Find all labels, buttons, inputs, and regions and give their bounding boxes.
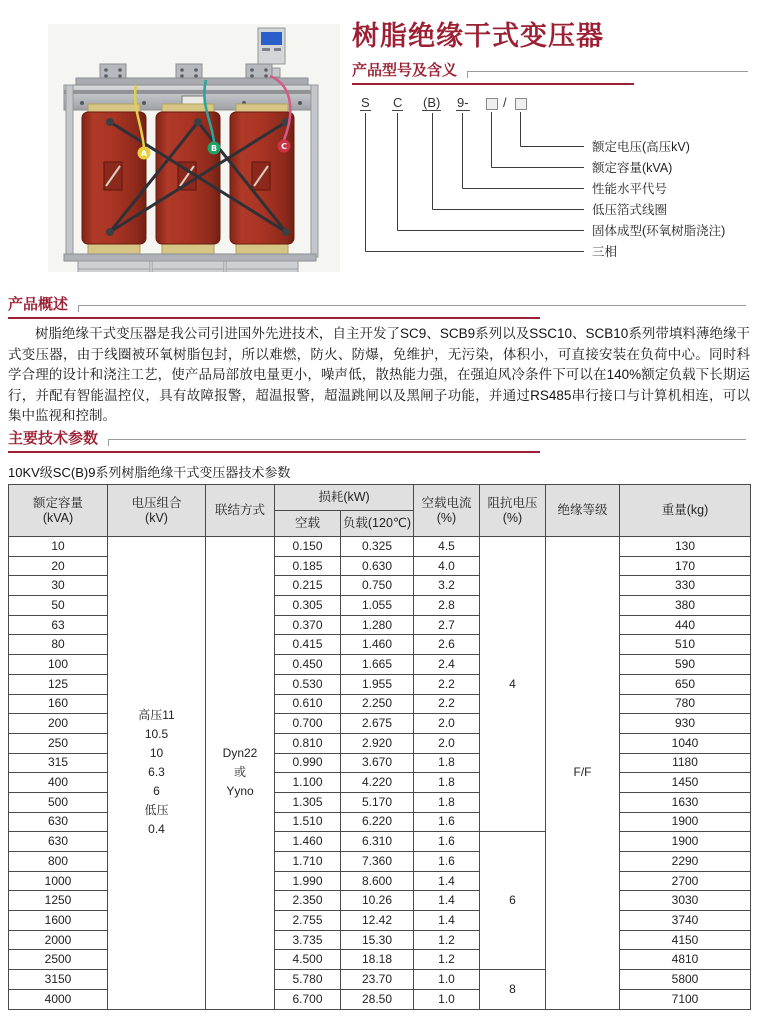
table-row xyxy=(9,537,751,557)
cell-capacity: 1600 xyxy=(9,911,108,931)
section-title: 产品型号及含义 xyxy=(352,62,458,79)
cell-weight: 930 xyxy=(620,714,751,734)
col-loss: 损耗(kW) xyxy=(275,485,414,511)
cell-capacity: 63 xyxy=(9,615,108,635)
model-diagram xyxy=(352,96,758,268)
cell-no-load-current: 2.0 xyxy=(414,733,480,753)
table-header xyxy=(9,485,751,537)
spec-table xyxy=(8,484,751,1010)
heading-rule xyxy=(78,305,746,312)
cell-capacity: 4000 xyxy=(9,989,108,1009)
cell-load-loss: 2.250 xyxy=(341,694,414,714)
cell-weight: 7100 xyxy=(620,989,751,1009)
heading-underline xyxy=(352,83,634,85)
cell-weight: 1630 xyxy=(620,792,751,812)
cell-capacity: 125 xyxy=(9,674,108,694)
cell-load-loss: 3.670 xyxy=(341,753,414,773)
heading-rule xyxy=(467,71,748,78)
section-title: 产品概述 xyxy=(8,296,69,313)
cell-load-loss: 1.665 xyxy=(341,655,414,675)
cell-load-loss: 4.220 xyxy=(341,773,414,793)
cell-no-load-current: 2.4 xyxy=(414,655,480,675)
cell-weight: 1900 xyxy=(620,812,751,832)
cell-no-load-loss: 0.415 xyxy=(275,635,341,655)
cell-load-loss: 15.30 xyxy=(341,930,414,950)
col-loss-load: 负载(120℃) xyxy=(341,511,414,537)
cell-no-load-current: 4.5 xyxy=(414,537,480,557)
cell-load-loss: 10.26 xyxy=(341,891,414,911)
cell-weight: 170 xyxy=(620,556,751,576)
cell-load-loss: 7.360 xyxy=(341,852,414,872)
cell-no-load-loss: 3.735 xyxy=(275,930,341,950)
model-connector-lines xyxy=(352,96,758,268)
cell-capacity: 30 xyxy=(9,576,108,596)
cell-no-load-loss: 0.305 xyxy=(275,596,341,616)
cell-no-load-current: 2.2 xyxy=(414,674,480,694)
cell-no-load-current: 1.4 xyxy=(414,911,480,931)
transformer-photo xyxy=(48,24,340,272)
model-label-rated-voltage: 额定电压(高压kV) xyxy=(592,140,690,154)
cell-load-loss: 1.055 xyxy=(341,596,414,616)
cell-capacity: 100 xyxy=(9,655,108,675)
cell-no-load-current: 2.8 xyxy=(414,596,480,616)
model-label-foil-coil: 低压箔式线圈 xyxy=(592,203,668,217)
cell-no-load-current: 2.7 xyxy=(414,615,480,635)
cell-no-load-loss: 1.305 xyxy=(275,792,341,812)
cell-load-loss: 0.630 xyxy=(341,556,414,576)
cell-no-load-current: 1.4 xyxy=(414,871,480,891)
cell-impedance-voltage: 4 xyxy=(480,537,546,832)
cell-voltage-combination: 高压11 10.5 10 6.3 6 低压 0.4 xyxy=(108,537,206,1010)
svg-text:B: B xyxy=(210,144,218,153)
section-title: 主要技术参数 xyxy=(8,430,99,447)
cell-no-load-loss: 0.700 xyxy=(275,714,341,734)
cell-load-loss: 6.310 xyxy=(341,832,414,852)
cell-weight: 330 xyxy=(620,576,751,596)
cell-load-loss: 28.50 xyxy=(341,989,414,1009)
cell-impedance-voltage: 8 xyxy=(480,970,546,1009)
cell-no-load-loss: 6.700 xyxy=(275,989,341,1009)
model-symbol-b: (B) xyxy=(423,95,441,110)
col-voltage: 电压组合 (kV) xyxy=(108,485,206,537)
cell-capacity: 80 xyxy=(9,635,108,655)
cell-no-load-current: 1.0 xyxy=(414,989,480,1009)
cell-capacity: 1250 xyxy=(9,891,108,911)
cell-no-load-loss: 1.100 xyxy=(275,773,341,793)
model-label-three-phase: 三相 xyxy=(592,245,618,259)
col-loss-noload: 空载 xyxy=(275,511,341,537)
table-title: 10KV级SC(B)9系列树脂绝缘干式变压器技术参数 xyxy=(8,465,291,480)
cell-no-load-loss: 2.350 xyxy=(275,891,341,911)
cell-no-load-loss: 1.710 xyxy=(275,852,341,872)
cell-capacity: 200 xyxy=(9,714,108,734)
cell-no-load-loss: 0.810 xyxy=(275,733,341,753)
col-weight: 重量(kg) xyxy=(620,485,751,537)
cell-load-loss: 1.955 xyxy=(341,674,414,694)
cell-weight: 2290 xyxy=(620,852,751,872)
cell-capacity: 630 xyxy=(9,832,108,852)
overview-paragraph: 树脂绝缘干式变压器是我公司引进国外先进技术，自主开发了SC9、SCB9系列以及SSC10、SCB10系列带填料薄绝缘干式变压器，由于线圈被环氧树脂包封，所以难燃，防火、防爆，免维护，无污染，体积小，可直接安装在负荷中心。同时科学合理的设计和浇注工艺，使产品局部放电量更小，噪声低，散热能力强，在强迫风冷条件下可以在140%额定负载下长期运行，并配有智能温控仪，具有故障报警，超温报警，超温跳闸以及黑闸子功能，并通过RS485串行接口与计算机相连，可以集中监视和控制。 xyxy=(8,326,750,423)
cell-no-load-current: 2.2 xyxy=(414,694,480,714)
cell-weight: 4150 xyxy=(620,930,751,950)
cell-load-loss: 1.280 xyxy=(341,615,414,635)
cell-weight: 780 xyxy=(620,694,751,714)
cell-weight: 1450 xyxy=(620,773,751,793)
cell-no-load-current: 1.2 xyxy=(414,930,480,950)
cell-weight: 3030 xyxy=(620,891,751,911)
cell-load-loss: 23.70 xyxy=(341,970,414,990)
cell-capacity: 3150 xyxy=(9,970,108,990)
cell-capacity: 20 xyxy=(9,556,108,576)
model-label-solid-molding: 固体成型(环氧树脂浇注) xyxy=(592,224,726,238)
cell-capacity: 400 xyxy=(9,773,108,793)
cell-capacity: 160 xyxy=(9,694,108,714)
cell-capacity: 315 xyxy=(9,753,108,773)
cell-no-load-loss: 0.215 xyxy=(275,576,341,596)
cell-no-load-current: 1.6 xyxy=(414,812,480,832)
col-current: 空载电流 (%) xyxy=(414,485,480,537)
cell-capacity: 1000 xyxy=(9,871,108,891)
cell-no-load-loss: 5.780 xyxy=(275,970,341,990)
heading-rule xyxy=(108,439,746,446)
cell-capacity: 500 xyxy=(9,792,108,812)
cell-no-load-loss: 4.500 xyxy=(275,950,341,970)
cell-weight: 1180 xyxy=(620,753,751,773)
col-capacity: 额定容量 (kVA) xyxy=(9,485,108,537)
svg-text:C: C xyxy=(281,142,287,151)
cell-no-load-current: 1.6 xyxy=(414,852,480,872)
cell-weight: 4810 xyxy=(620,950,751,970)
cell-insulation-class: F/F xyxy=(546,537,620,1010)
table-body xyxy=(9,537,751,1010)
cell-load-loss: 5.170 xyxy=(341,792,414,812)
cell-weight: 590 xyxy=(620,655,751,675)
cell-load-loss: 0.750 xyxy=(341,576,414,596)
cell-no-load-current: 1.8 xyxy=(414,773,480,793)
cell-no-load-current: 1.8 xyxy=(414,792,480,812)
cell-no-load-loss: 0.990 xyxy=(275,753,341,773)
cell-no-load-loss: 0.150 xyxy=(275,537,341,557)
cell-weight: 2700 xyxy=(620,871,751,891)
cell-no-load-current: 1.8 xyxy=(414,753,480,773)
cell-weight: 1900 xyxy=(620,832,751,852)
cell-impedance-voltage: 6 xyxy=(480,832,546,970)
transformer-illustration xyxy=(48,24,340,272)
cell-connection: Dyn22 或 Yyno xyxy=(206,537,275,1010)
section-params-heading xyxy=(8,430,750,448)
cell-no-load-current: 1.4 xyxy=(414,891,480,911)
cell-no-load-current: 1.2 xyxy=(414,950,480,970)
model-slash: / xyxy=(503,95,507,110)
cell-capacity: 2500 xyxy=(9,950,108,970)
cell-capacity: 800 xyxy=(9,852,108,872)
cell-capacity: 2000 xyxy=(9,930,108,950)
col-connection: 联结方式 xyxy=(206,485,275,537)
cell-load-loss: 6.220 xyxy=(341,812,414,832)
section-model-heading xyxy=(352,62,752,80)
cell-no-load-loss: 0.370 xyxy=(275,615,341,635)
cell-weight: 650 xyxy=(620,674,751,694)
cell-capacity: 50 xyxy=(9,596,108,616)
cell-weight: 130 xyxy=(620,537,751,557)
cell-no-load-loss: 2.755 xyxy=(275,911,341,931)
section-overview-heading xyxy=(8,296,750,314)
heading-underline xyxy=(8,451,540,453)
cell-no-load-current: 4.0 xyxy=(414,556,480,576)
cell-no-load-loss: 1.510 xyxy=(275,812,341,832)
cell-no-load-current: 2.0 xyxy=(414,714,480,734)
model-symbol-s: S xyxy=(361,95,370,110)
cell-load-loss: 8.600 xyxy=(341,871,414,891)
model-label-performance: 性能水平代号 xyxy=(592,182,668,196)
cell-weight: 380 xyxy=(620,596,751,616)
model-label-rated-capacity: 额定容量(kVA) xyxy=(592,161,673,175)
cell-capacity: 10 xyxy=(9,537,108,557)
cell-weight: 3740 xyxy=(620,911,751,931)
heading-underline xyxy=(8,317,540,319)
cell-capacity: 250 xyxy=(9,733,108,753)
model-symbol-c: C xyxy=(393,95,403,110)
cell-no-load-loss: 1.990 xyxy=(275,871,341,891)
cell-load-loss: 1.460 xyxy=(341,635,414,655)
cell-weight: 440 xyxy=(620,615,751,635)
cell-no-load-current: 1.0 xyxy=(414,970,480,990)
col-insulation: 绝缘等级 xyxy=(546,485,620,537)
model-symbol-9: 9- xyxy=(457,95,469,110)
cell-weight: 510 xyxy=(620,635,751,655)
cell-no-load-current: 3.2 xyxy=(414,576,480,596)
cell-no-load-loss: 0.185 xyxy=(275,556,341,576)
cell-no-load-loss: 1.460 xyxy=(275,832,341,852)
cell-load-loss: 18.18 xyxy=(341,950,414,970)
cell-load-loss: 12.42 xyxy=(341,911,414,931)
page-title: 树脂绝缘干式变压器 xyxy=(352,21,604,51)
cell-no-load-loss: 0.530 xyxy=(275,674,341,694)
col-impedance: 阻抗电压 (%) xyxy=(480,485,546,537)
cell-weight: 5800 xyxy=(620,970,751,990)
cell-load-loss: 0.325 xyxy=(341,537,414,557)
cell-no-load-current: 2.6 xyxy=(414,635,480,655)
cell-no-load-current: 1.6 xyxy=(414,832,480,852)
svg-text:A: A xyxy=(140,149,148,158)
cell-no-load-loss: 0.610 xyxy=(275,694,341,714)
cell-load-loss: 2.920 xyxy=(341,733,414,753)
cell-capacity: 630 xyxy=(9,812,108,832)
cell-weight: 1040 xyxy=(620,733,751,753)
cell-no-load-loss: 0.450 xyxy=(275,655,341,675)
cell-load-loss: 2.675 xyxy=(341,714,414,734)
